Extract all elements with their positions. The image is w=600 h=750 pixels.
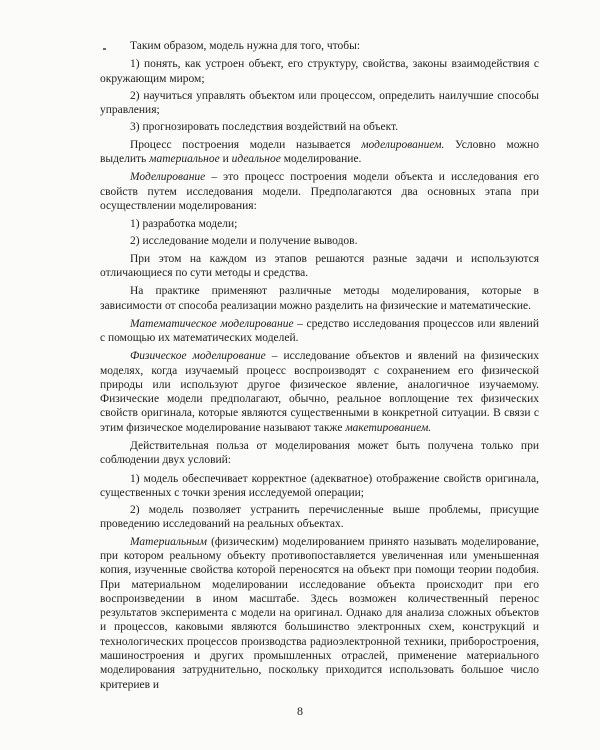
run-italic: Моделирование bbox=[130, 171, 206, 184]
run: 2) исследование модели и получение выводов. bbox=[130, 235, 358, 248]
run: 1) модель обеспечивает корректное (адекватное) отображение свойств оригинала, существенных с точки зрения исследуемой операции; bbox=[100, 472, 539, 499]
run: Таким образом, модель нужна для того, чтобы: bbox=[130, 40, 361, 52]
paragraph bbox=[100, 284, 539, 313]
body-text bbox=[100, 39, 539, 696]
list-item bbox=[100, 57, 539, 86]
run: 3) прогнозировать последствия воздействий на объект. bbox=[130, 121, 399, 134]
run-italic: материальное bbox=[149, 152, 220, 165]
run: 2) научиться управлять объектом или процессом, определить наилучшие способы управления; bbox=[100, 89, 539, 117]
list-item bbox=[100, 217, 539, 231]
run: и bbox=[219, 152, 232, 165]
paragraph bbox=[100, 535, 539, 692]
paragraph bbox=[100, 439, 539, 468]
run-italic: Материальным bbox=[130, 535, 207, 548]
list-item bbox=[100, 120, 539, 134]
run: 1) разработка модели; bbox=[130, 218, 238, 231]
run-italic: Математическое моделирование bbox=[130, 317, 294, 330]
list-item bbox=[100, 234, 539, 248]
run: – средство исследования процессов или явлений с помощью их математических моделей. bbox=[100, 317, 539, 345]
paragraph bbox=[100, 317, 539, 346]
run: На практике применяют различные методы моделирования, которые в зависимости от способа реализации можно разделить на физические и математические. bbox=[100, 285, 539, 312]
list-item bbox=[100, 472, 539, 501]
run: Действительная польза от моделирования может быть получена только при соблюдении двух условий: bbox=[100, 440, 539, 467]
page-number: 8 bbox=[297, 704, 303, 718]
run: 1) понять, как устроен объект, его структуру, свойства, законы взаимодействия с окружающим миром; bbox=[100, 58, 539, 85]
run: При этом на каждом из этапов решаются разные задачи и используются отличающиеся по сути методы и средства. bbox=[100, 252, 539, 279]
run-italic: идеальное bbox=[231, 152, 281, 165]
run: 2) модель позволяет устранить перечисленные выше проблемы, присущие проведению исследований на реальных объектах. bbox=[100, 504, 539, 531]
paragraph bbox=[100, 349, 539, 435]
run: моделирование. bbox=[280, 152, 362, 165]
list-item bbox=[100, 89, 539, 118]
run-italic: моделированием. bbox=[361, 138, 445, 151]
run-italic: Физическое моделирование bbox=[130, 350, 266, 363]
list-item bbox=[100, 503, 539, 532]
run: Процесс построения модели называется bbox=[130, 138, 362, 151]
run: (физическим) моделированием принято называть моделирование, при котором реальному объекту противопоставляется увеличенная или уменьшенная копия, изученные свойства которой переносятся на объект при помощи теории подобия. При материальном моделировании исследование объекта происходит при его воспроизведении в ином масштабе. Здесь возможен количественный перенос результатов эксперимента с модели на оригинал. Однако для анализа сложных объектов и процессов, каковыми являются большинство электронных схем, конструкций и технологических процессов производства радиоэлектронной техники, приборостроения, машиностроения и других промышленных отраслей, применение материального моделирования затруднительно, поскольку приходится использовать большое число критериев и bbox=[100, 535, 539, 691]
paragraph bbox=[100, 39, 539, 53]
run: Условно можно выделить bbox=[100, 138, 540, 165]
run-italic: макетированием. bbox=[345, 421, 432, 434]
paragraph bbox=[100, 252, 539, 281]
paragraph bbox=[100, 170, 539, 213]
paragraph bbox=[100, 138, 539, 167]
run: – исследование объектов и явлений на физических моделях, когда изучаемый процесс воспроизводят с сохранением его физической природы или используют другое физическое явление, аналогичное изучаемому. Физические модели предполагают, обычно, реальное воплощение тех физических свойств оригинала, которые являются существенными в конкретной ситуации. В связи с этим физическое моделирование называют также bbox=[100, 350, 539, 434]
run: – это процесс построения модели объекта и исследования его свойств путем исследования модели. Предполагаются два основных этапа при осуществлении моделирования: bbox=[100, 171, 539, 212]
